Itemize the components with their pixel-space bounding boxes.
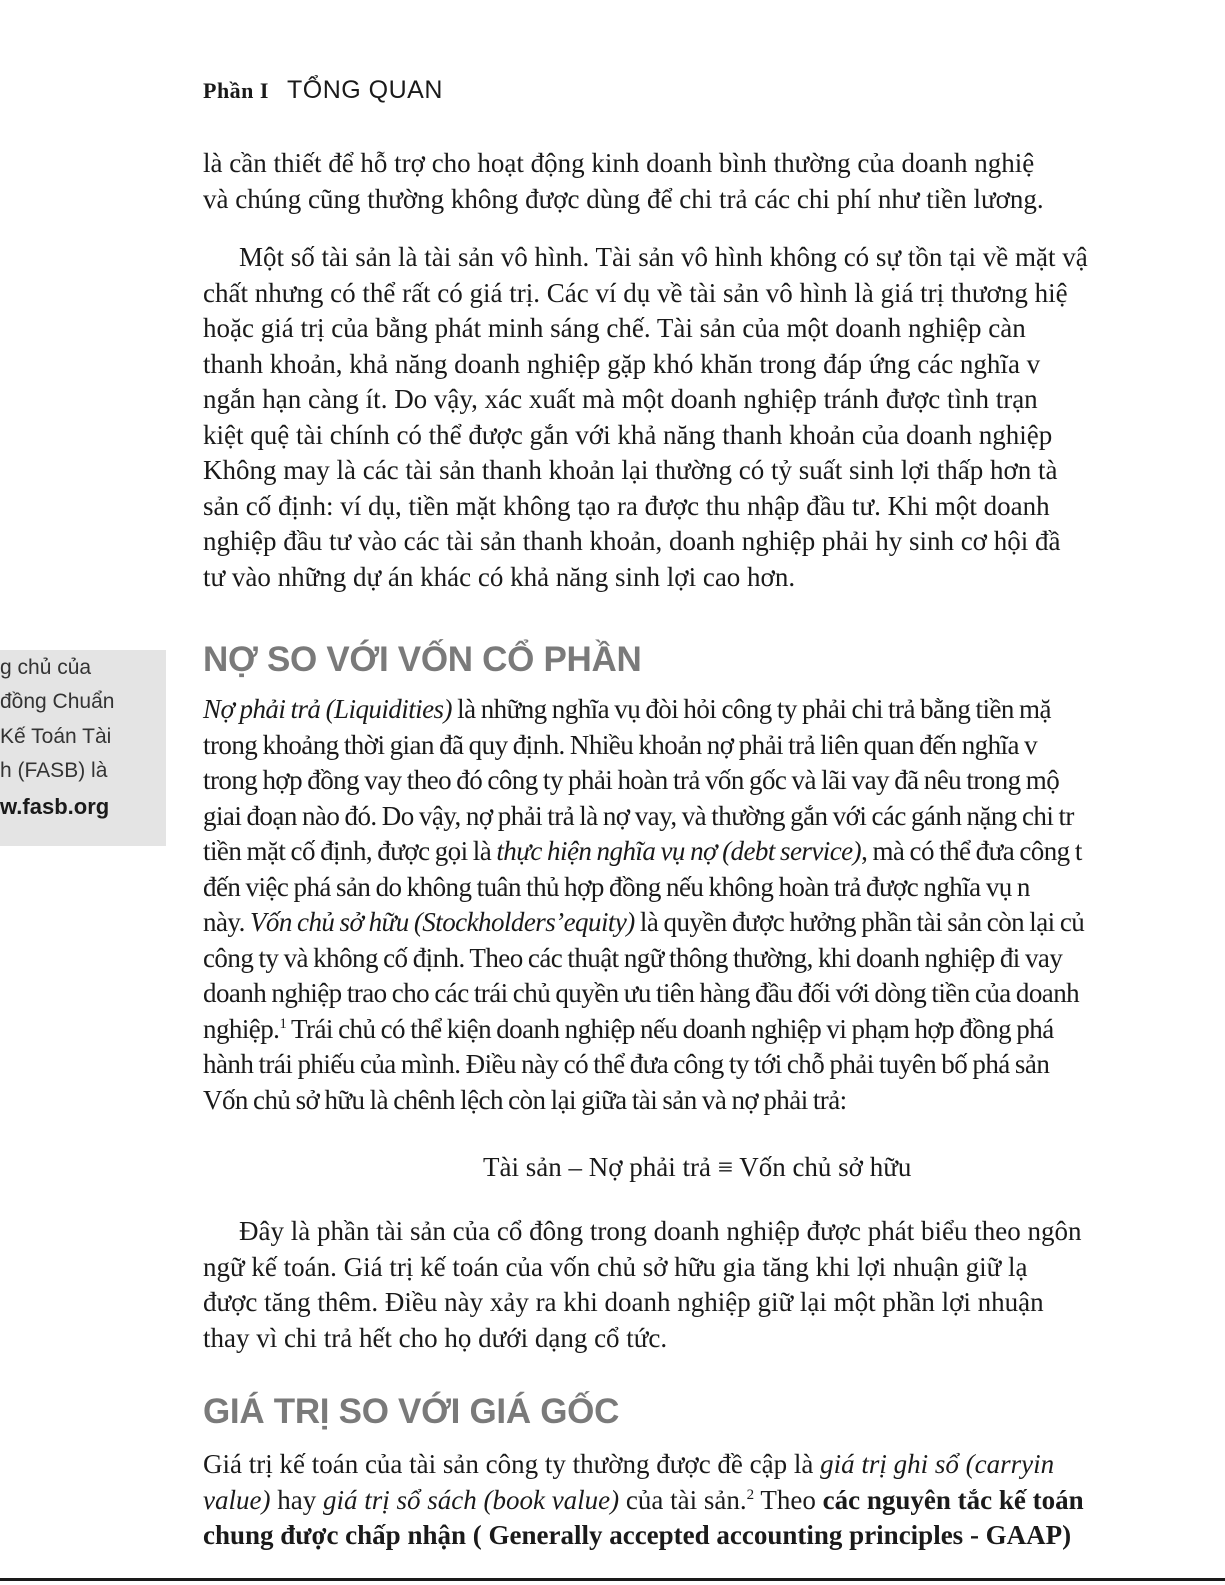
intro-paragraph xyxy=(203,146,1225,217)
text-line: Một số tài sản là tài sản vô hình. Tài sản vô hình không có sự tồn tại về mặt vậ xyxy=(239,242,1088,272)
term-gaap: các nguyên tắc kế toán xyxy=(822,1484,1084,1515)
text-line: Nợ phải trả (Liquidities) là những nghĩa vụ đòi hỏi công ty phải chi trả bằng tiền mặ xyxy=(203,694,1051,724)
text-line: hoặc giá trị của bằng phát minh sáng chế. Tài sản của một doanh nghiệp càn xyxy=(203,313,1026,343)
debt-equity-paragraph xyxy=(203,692,1225,1118)
term-stockholders-equity: Vốn chủ sở hữu (Stockholders’equity) xyxy=(249,907,635,937)
text-line: hành trái phiếu của mình. Điều này có thể đưa công ty tới chỗ phải tuyên bố phá sản xyxy=(203,1049,1050,1079)
text-line: sản cố định: ví dụ, tiền mặt không tạo ra được thu nhập đầu tư. Khi một doanh xyxy=(203,490,1050,521)
text-line: Vốn chủ sở hữu là chênh lệch còn lại giữa tài sản và nợ phải trả: xyxy=(203,1084,847,1115)
text-line: này. Vốn chủ sở hữu (Stockholders’equity) là quyền được hưởng phần tài sản còn lại củ xyxy=(203,907,1085,937)
text-line: chung được chấp nhận ( Generally accepted accounting principles - GAAP) xyxy=(203,1520,1072,1550)
text-line: trong hợp đồng vay theo đó công ty phải hoàn trả vốn gốc và lãi vay đã nêu trong mộ xyxy=(203,765,1060,795)
text-line: value) hay giá trị sổ sách (book value) của tài sản.$^2$ Theo các nguyên tắc kế toán xyxy=(203,1484,1084,1515)
text-line: công ty và không cố định. Theo các thuật ngữ thông thường, khi doanh nghiệp đi vay xyxy=(203,942,1063,973)
footnote-ref-2[interactable]: 2 xyxy=(746,1486,755,1503)
part-label: Phần I xyxy=(203,78,269,103)
text-line: tư vào những dự án khác có khả năng sinh lợi cao hơn. xyxy=(203,561,796,592)
text-line: Không may là các tài sản thanh khoản lại thường có tỷ suất sinh lợi thấp hơn tà xyxy=(203,455,1058,485)
text-line: ngữ kế toán. Giá trị kế toán của vốn chủ sở hữu gia tăng khi lợi nhuận giữ lạ xyxy=(203,1251,1028,1282)
text-line: là cần thiết để hỗ trợ cho hoạt động kinh doanh bình thường của doanh nghiệ xyxy=(203,148,1035,178)
text-line: Đây là phần tài sản của cổ đông trong doanh nghiệp được phát biểu theo ngôn xyxy=(239,1216,1082,1246)
section-heading-debt-vs-equity: NỢ SO VỚI VỐN CỔ PHẦN xyxy=(203,640,642,679)
intangible-assets-paragraph xyxy=(203,240,1225,595)
text-line: nghiệp đầu tư vào các tài sản thanh khoản, doanh nghiệp phải hy sinh cơ hội đầ xyxy=(203,526,1061,556)
text-line: nghiệp.$^1$ Trái chủ có thể kiện doanh nghiệp nếu doanh nghiệp vi phạm hợp đồng phá xyxy=(203,1013,1054,1044)
text-line: Giá trị kế toán của tài sản công ty thường được đề cập là giá trị ghi sổ (carryin xyxy=(203,1449,1055,1479)
section-heading-value-vs-cost: GIÁ TRỊ SO VỚI GIÁ GỐC xyxy=(203,1392,620,1431)
text-line: thanh khoản, khả năng doanh nghiệp gặp khó khăn trong đáp ứng các nghĩa v xyxy=(203,348,1041,379)
margin-note-line: g chủ của xyxy=(0,656,92,679)
text-line: ngắn hạn càng ít. Do vậy, xác xuất mà một doanh nghiệp tránh được tình trạn xyxy=(203,384,1038,414)
margin-note-line: h (FASB) là xyxy=(0,759,108,782)
part-title: TỔNG QUAN xyxy=(286,76,443,104)
running-header xyxy=(203,76,443,105)
page-bottom-edge xyxy=(0,1578,1225,1581)
text-line: được tăng thêm. Điều này xảy ra khi doanh nghiệp giữ lại một phần lợi nhuận xyxy=(203,1287,1044,1317)
margin-note xyxy=(0,650,166,846)
text-line: thay vì chi trả hết cho họ dưới dạng cổ tức. xyxy=(203,1322,668,1353)
fasb-link[interactable]: w.fasb.org xyxy=(0,794,110,819)
text-line: đến việc phá sản do không tuân thủ hợp đồng nếu không hoàn trả được nghĩa vụ n xyxy=(203,871,1030,902)
text-line: tiền mặt cố định, được gọi là thực hiện nghĩa vụ nợ (debt service), mà có thể đưa công t xyxy=(203,836,1082,866)
term-carrying-value: giá trị ghi sổ (carryin xyxy=(820,1449,1055,1479)
term-debt-service: thực hiện nghĩa vụ nợ (debt service) xyxy=(496,836,862,866)
text-line: trong khoảng thời gian đã quy định. Nhiều khoản nợ phải trả liên quan đến nghĩa v xyxy=(203,729,1038,760)
text-line: chất nhưng có thể rất có giá trị. Các ví dụ về tài sản vô hình là giá trị thương hiệ xyxy=(203,277,1068,308)
text-line: kiệt quệ tài chính có thể được gắn với khả năng thanh khoản của doanh nghiệp xyxy=(203,419,1053,450)
text-line: doanh nghiệp trao cho các trái chủ quyền ưu tiên hàng đầu đối với dòng tiền của doanh xyxy=(203,978,1080,1008)
accounting-equation: Tài sản – Nợ phải trả ≡ Vốn chủ sở hữu xyxy=(483,1152,912,1182)
text-line: và chúng cũng thường không được dùng để chi trả các chi phí như tiền lương. xyxy=(203,183,1044,214)
footnote-ref-1[interactable]: 1 xyxy=(279,1015,287,1032)
term-book-value: giá trị sổ sách (book value) xyxy=(322,1484,620,1515)
text-line: giai đoạn nào đó. Do vậy, nợ phải trả là nợ vay, và thường gắn với các gánh nặng chi tr xyxy=(203,800,1074,831)
margin-note-line: đồng Chuẩn xyxy=(0,690,115,713)
equity-explanation-paragraph xyxy=(203,1214,1225,1356)
margin-note-line: Kế Toán Tài xyxy=(0,725,112,748)
term-liabilities: Nợ phải trả (Liquidities) xyxy=(203,694,452,724)
value-cost-paragraph xyxy=(203,1447,1225,1554)
